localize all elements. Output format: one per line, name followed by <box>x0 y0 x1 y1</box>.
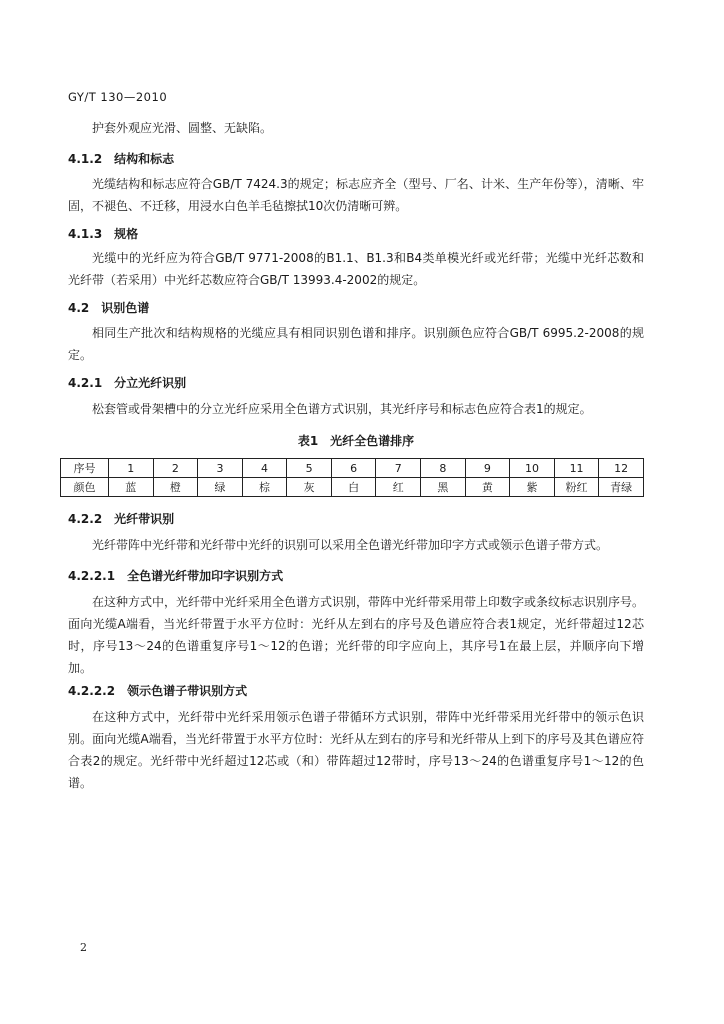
table-row-header: 序号 <box>61 459 109 478</box>
heading-4-2-2-1: 4.2.2.1 全色谱光纤带加印字识别方式 <box>68 569 284 583</box>
heading-4-1-2: 4.1.2 结构和标志 <box>68 152 175 166</box>
table-row-header: 颜色 <box>61 478 109 497</box>
table-cell: 白 <box>331 478 376 497</box>
table-cell: 粉红 <box>554 478 599 497</box>
heading-4-2-1: 4.2.1 分立光纤识别 <box>68 376 187 390</box>
paragraph-4-1-2: 光缆结构和标志应符合GB/T 7424.3的规定；标志应齐全（型号、厂名、计米、生产年份等），清晰、牢固，不褪色、不迁移，用浸水白色羊毛毡擦拭10次仍清晰可辨。 <box>68 177 644 213</box>
table-cell: 红 <box>376 478 421 497</box>
heading-4-2: 4.2 识别色谱 <box>68 301 150 315</box>
table-caption: 表1 光纤全色谱排序 <box>297 434 415 448</box>
paragraph-4-2-2-1: 在这种方式中，光纤带中光纤采用全色谱方式识别，带阵中光纤带采用带上印数字或条纹标志识别序号。面向光缆A端看，当光纤带置于水平方位时：光纤从左到右的序号及色谱应符合表1规定，光纤带超过12芯时，序号13～24的色谱重复序号1～12的色谱；光纤带的印字应向上，其序号1在最上层，并顺序向下增加。 <box>68 595 645 675</box>
table-cell: 蓝 <box>109 478 154 497</box>
table-cell: 6 <box>331 459 376 478</box>
document-standard-number: GY/T 130—2010 <box>68 90 168 104</box>
table-row-numbers <box>61 459 644 478</box>
table-cell: 2 <box>153 459 198 478</box>
table-cell: 1 <box>109 459 154 478</box>
paragraph-4-2-2: 光纤带阵中光纤带和光纤带中光纤的识别可以采用全色谱光纤带加印字方式或领示色谱子带方式。 <box>92 538 609 552</box>
table-cell: 橙 <box>153 478 198 497</box>
table-cell: 7 <box>376 459 421 478</box>
table-cell: 灰 <box>287 478 332 497</box>
table-cell: 棕 <box>242 478 287 497</box>
table-cell: 绿 <box>198 478 243 497</box>
paragraph-4-1-3: 光缆中的光纤应为符合GB/T 9771-2008的B1.1、B1.3和B4类单模光纤或光纤带；光缆中光纤芯数和光纤带（若采用）中光纤芯数应符合GB/T 13993.4-2002的规定。 <box>68 251 644 287</box>
paragraph-sheath-appearance: 护套外观应光滑、圆整、无缺陷。 <box>92 121 273 135</box>
table-cell: 5 <box>287 459 332 478</box>
fiber-color-table <box>60 458 644 497</box>
table-cell: 黄 <box>465 478 510 497</box>
paragraph-4-2: 相同生产批次和结构规格的光缆应具有相同识别色谱和排序。识别颜色应符合GB/T 6995.2-2008的规定。 <box>68 326 644 362</box>
table-cell: 12 <box>599 459 644 478</box>
table-cell: 青绿 <box>599 478 644 497</box>
table-cell: 10 <box>510 459 555 478</box>
page-number: 2 <box>80 941 87 954</box>
table-cell: 4 <box>242 459 287 478</box>
heading-4-1-3: 4.1.3 规格 <box>68 227 139 241</box>
table-cell: 9 <box>465 459 510 478</box>
table-cell: 8 <box>421 459 466 478</box>
table-cell: 11 <box>554 459 599 478</box>
table-cell: 黑 <box>421 478 466 497</box>
heading-4-2-2: 4.2.2 光纤带识别 <box>68 512 175 526</box>
heading-4-2-2-2: 4.2.2.2 领示色谱子带识别方式 <box>68 684 248 698</box>
table-cell: 紫 <box>510 478 555 497</box>
paragraph-4-2-1: 松套管或骨架槽中的分立光纤应采用全色谱方式识别，其光纤序号和标志色应符合表1的规定。 <box>92 402 592 416</box>
table-cell: 3 <box>198 459 243 478</box>
paragraph-4-2-2-2: 在这种方式中，光纤带中光纤采用领示色谱子带循环方式识别，带阵中光纤带采用光纤带中的领示色识别。面向光缆A端看，当光纤带置于水平方位时：光纤从左到右的序号和光纤带从上到下的序号及其色谱应符合表2的规定。光纤带中光纤超过12芯或（和）带阵超过12带时，序号13～24的色谱重复序号1～12的色谱。 <box>68 710 644 790</box>
table-row-colors <box>61 478 644 497</box>
